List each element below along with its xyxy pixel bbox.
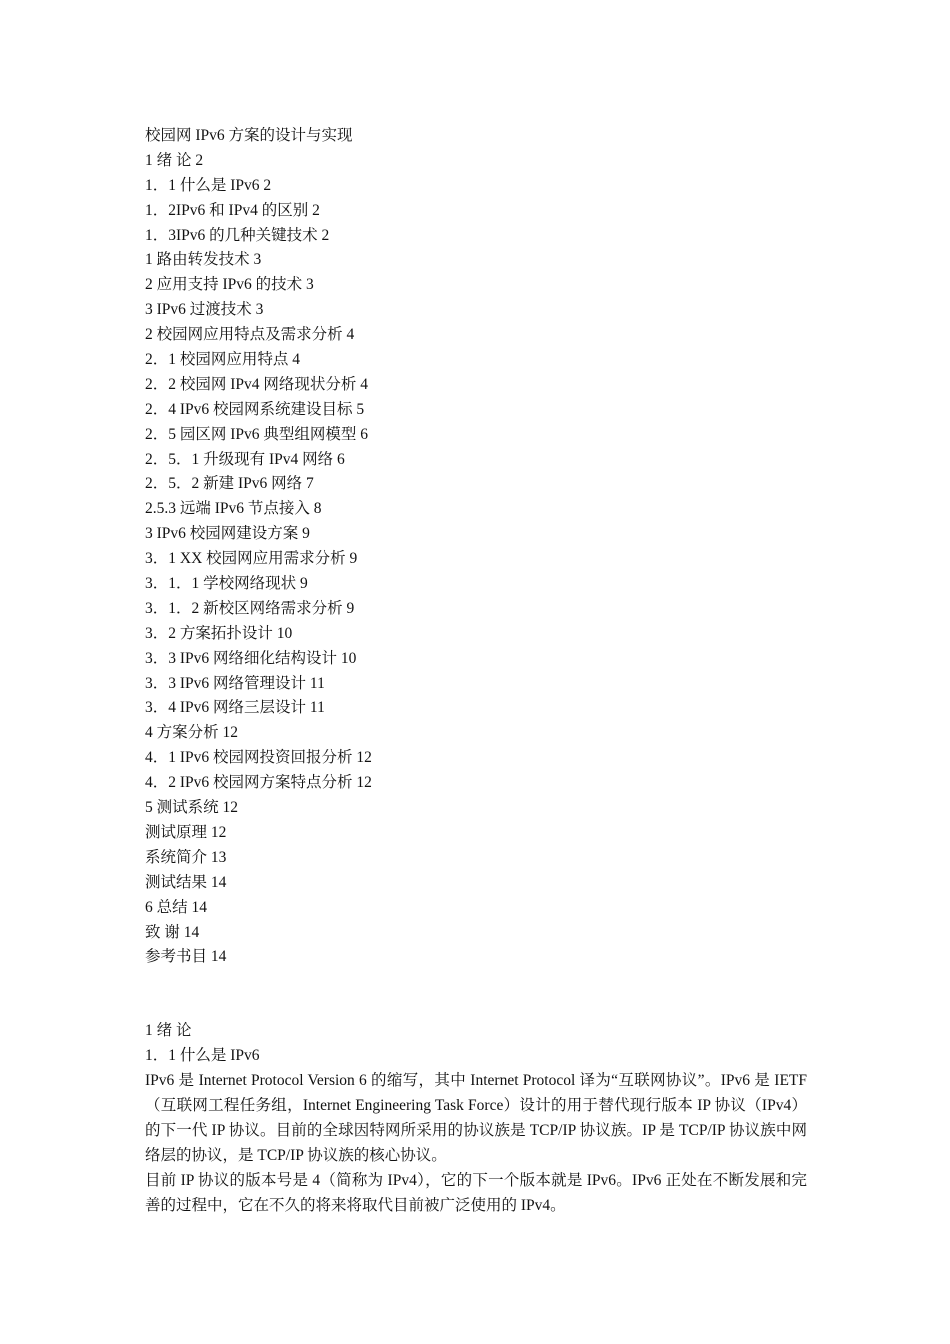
toc-entry: 2．2 校园网 IPv4 网络现状分析 4 [145,375,369,393]
toc-entry: 2.5.3 远端 IPv6 节点接入 8 [145,500,322,518]
toc-entry: 2．1 校园网应用特点 4 [145,351,301,369]
section-spacer [145,970,807,1019]
toc-entry: 3．1．2 新校区网络需求分析 9 [145,599,355,617]
toc-entry: 3．3 IPv6 网络管理设计 11 [145,674,325,692]
toc-entry: 3 IPv6 校园网建设方案 9 [145,525,310,543]
toc-entry: 6 总结 14 [145,898,208,916]
toc-entry: 致 谢 14 [145,923,200,941]
toc-entry: 3．1．1 学校网络现状 9 [145,575,308,593]
toc-entry: 4．1 IPv6 校园网投资回报分析 12 [145,749,372,767]
toc-entry: 3．1 XX 校园网应用需求分析 9 [145,550,358,568]
toc-entry: 系统简介 13 [145,848,227,866]
body-paragraph: 目前 IP 协议的版本号是 4（简称为 IPv4），它的下一个版本就是 IPv6。IPv6 正处在不断发展和完善的过程中，它在不久的将来将取代目前被广泛使用的 IPv4。 [145,1171,807,1214]
toc-entry: 测试原理 12 [145,823,227,841]
toc-entry: 1 绪 论 2 [145,151,204,169]
toc-entry: 3 IPv6 过渡技术 3 [145,301,264,319]
toc-entry: 1．2IPv6 和 IPv4 的区别 2 [145,201,320,219]
body-section [145,1019,807,1218]
toc-entry: 3．4 IPv6 网络三层设计 11 [145,699,325,717]
subsection-heading: 1．1 什么是 IPv6 [145,1047,260,1065]
toc-entry: 1．1 什么是 IPv6 2 [145,176,272,194]
toc-entry: 2．4 IPv6 校园网系统建设目标 5 [145,400,365,418]
toc-entry: 3．3 IPv6 网络细化结构设计 10 [145,649,357,667]
toc-entry: 测试结果 14 [145,873,227,891]
toc-entry: 2 应用支持 IPv6 的技术 3 [145,276,314,294]
toc-entry: 2 校园网应用特点及需求分析 4 [145,326,355,344]
toc-entry: 2．5．1 升级现有 IPv4 网络 6 [145,450,345,468]
toc-entry: 1 路由转发技术 3 [145,251,262,269]
table-of-contents [145,124,807,970]
toc-entry: 1．3IPv6 的几种关键技术 2 [145,226,330,244]
toc-entry: 2．5．2 新建 IPv6 网络 7 [145,475,314,493]
section-heading: 1 绪 论 [145,1022,192,1040]
toc-entry: 4 方案分析 12 [145,724,239,742]
toc-entry: 2．5 园区网 IPv6 典型组网模型 6 [145,425,369,443]
toc-entry: 5 测试系统 12 [145,799,239,817]
toc-entry: 3．2 方案拓扑设计 10 [145,624,293,642]
document-title: 校园网 IPv6 方案的设计与实现 [145,127,353,144]
toc-entry: 参考书目 14 [145,948,227,966]
document-page [145,124,807,1219]
body-paragraph: IPv6 是 Internet Protocol Version 6 的缩写，其中 Internet Protocol 译为“互联网协议”。IPv6 是 IETF（互联网工程任务组，Internet Engineering Task Force）设计的用于替代现行版本 IP 协议（IPv4）的下一代 IP 协议。目前的全球因特网所采用的协议族是 TCP/IP 协议族。IP 是 TCP/IP 协议族中网络层的协议，是 TCP/IP 协议族的核心协议。 [145,1072,807,1164]
toc-entry: 4．2 IPv6 校园网方案特点分析 12 [145,774,372,792]
